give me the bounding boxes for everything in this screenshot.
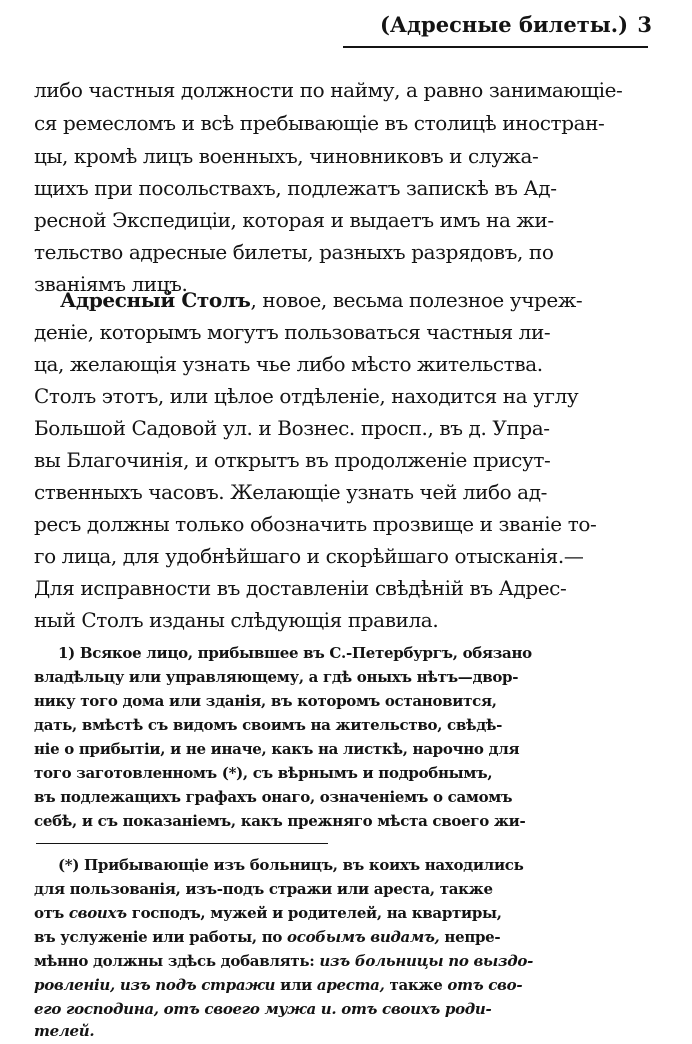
footnote-italic: особымъ видамъ, xyxy=(287,928,440,946)
footnote-line xyxy=(34,975,650,995)
footnote-line: для пользованія, изъ-подъ стражи или ареста, также xyxy=(34,880,493,898)
footnote-line: его господина, отъ своего мужа и. отъ своихъ роди- xyxy=(34,1000,492,1018)
address-table-heading: Адресный Столъ xyxy=(60,288,251,312)
rule-1-line: себѣ, и съ показаніемъ, какъ прежняго мѣста своего жи- xyxy=(34,812,526,830)
page-number: 3 xyxy=(637,12,652,37)
footnote-text: отъ xyxy=(34,904,69,922)
paragraph-1-line: званіямъ лицъ. xyxy=(34,272,188,296)
paragraph-2-line: Большой Садовой ул. и Вознес. просп., въ д. Упра- xyxy=(34,416,550,440)
footnote-text: въ услуженіе или работы, по xyxy=(34,928,288,946)
rule-1-line: того заготовленномъ (*), съ вѣрнымъ и подробнымъ, xyxy=(34,764,493,782)
paragraph-2-line xyxy=(34,285,650,315)
rule-1-line: ніе о прибытіи, и не иначе, какъ на листкѣ, нарочно для xyxy=(34,740,520,758)
rule-1-line: дать, вмѣстѣ съ видомъ своимъ на жительство, свѣдѣ- xyxy=(34,716,503,734)
footnote-italic: изъ больницы по выздо- xyxy=(319,952,533,970)
paragraph-2-line: Столъ этотъ, или цѣлое отдѣленіе, находится на углу xyxy=(34,384,579,408)
paragraph-2-line: ресъ должны только обозначить прозвище и званіе то- xyxy=(34,512,597,536)
footnote-text: или xyxy=(275,976,317,994)
paragraph-2-line: Для исправности въ доставленіи свѣдѣній въ Адрес- xyxy=(34,576,567,600)
header-rule xyxy=(343,46,648,48)
paragraph-2-line: го лица, для удобнѣйшаго и скорѣйшаго отысканія.— xyxy=(34,544,584,568)
paragraph-2-line: ца, желающія узнать чье либо мѣсто жительства. xyxy=(34,352,543,376)
paragraph-1-line: цы, кромѣ лицъ военныхъ, чиновниковъ и служа- xyxy=(34,144,539,168)
footnote-text: господъ, мужей и родителей, на квартиры, xyxy=(126,904,502,922)
footnote-line xyxy=(34,927,650,947)
footnote-line: (*) Прибывающіе изъ больницъ, въ коихъ находились xyxy=(58,856,524,874)
paragraph-2-line: ственныхъ часовъ. Желающіе узнать чей либо ад- xyxy=(34,480,547,504)
paragraph-1-line: щихъ при посольствахъ, подлежатъ запискѣ въ Ад- xyxy=(34,176,557,200)
footnote-line: телей. xyxy=(34,1022,95,1040)
footnote-line xyxy=(34,951,650,971)
footnote-italic: ровленіи, изъ подъ стражи xyxy=(34,976,276,994)
footnote-italic: отъ сво- xyxy=(447,976,523,994)
rule-1-line: нику того дома или зданія, въ которомъ остановится, xyxy=(34,692,497,710)
rule-1-line: 1) Всякое лицо, прибывшее въ С.-Петербургъ, обязано xyxy=(58,644,532,662)
paragraph-2-line: деніе, которымъ могутъ пользоваться частныя ли- xyxy=(34,320,551,344)
footnote-text: непре- xyxy=(439,928,501,946)
paragraph-1-line: ресной Экспедиціи, которая и выдаетъ имъ на жи- xyxy=(34,208,554,232)
footnote-italic: ареста, xyxy=(316,976,385,994)
paragraph-2-line: ный Столъ изданы слѣдующія правила. xyxy=(34,608,439,632)
rule-1-line: въ подлежащихъ графахъ онаго, означеніемъ о самомъ xyxy=(34,788,513,806)
footnote-line xyxy=(34,903,650,923)
footnote-separator xyxy=(36,843,328,844)
footnote-text: также xyxy=(384,976,448,994)
running-header xyxy=(380,12,652,37)
header-title: (Адресные билеты.) xyxy=(380,12,629,37)
paragraph-1-line: ся ремесломъ и всѣ пребывающіе въ столицѣ иностран- xyxy=(34,111,605,135)
paragraph-1-line: тельство адресные билеты, разныхъ разрядовъ, по xyxy=(34,240,554,264)
paragraph-1-line: либо частныя должности по найму, а равно занимающіе- xyxy=(34,78,623,102)
rule-1-line: владѣльцу или управляющему, а гдѣ оныхъ нѣтъ—двор- xyxy=(34,668,519,686)
paragraph-2-line-text: , новое, весьма полезное учреж- xyxy=(250,288,583,312)
paragraph-2-line: вы Благочинія, и открытъ въ продолженіе присут- xyxy=(34,448,551,472)
footnote-text: мѣнно должны здѣсь добавлять: xyxy=(34,952,320,970)
footnote-italic: своихъ xyxy=(68,904,127,922)
